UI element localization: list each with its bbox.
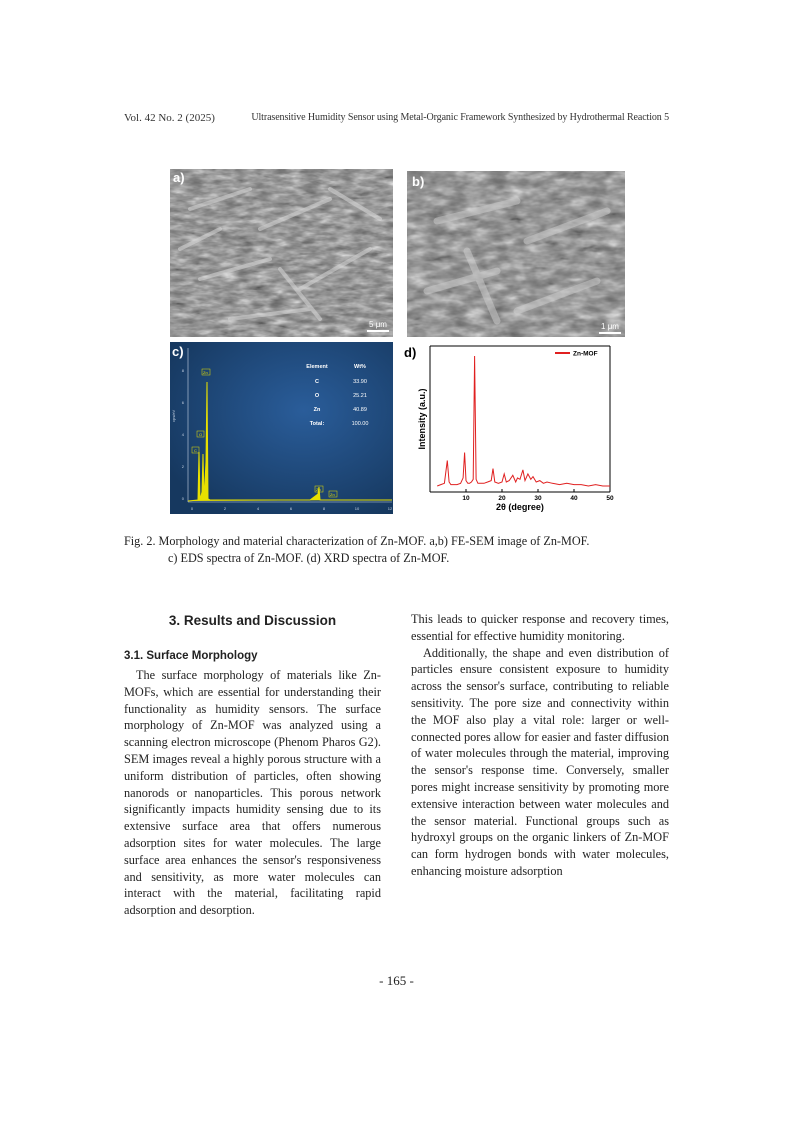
eds-peak-label-zn-3: Zn — [330, 492, 335, 497]
scale-bar-label-b: 1 μm — [601, 322, 619, 331]
sem-image-a — [170, 169, 393, 337]
xrd-x-tick-label: 20 — [498, 495, 506, 502]
panel-label-a: a) — [173, 170, 185, 185]
xrd-chart-panel — [398, 342, 630, 514]
eds-spectrum-svg — [170, 342, 393, 514]
right-column — [411, 611, 669, 880]
xrd-legend-label: Zn-MOF — [573, 350, 598, 358]
eds-table-element: Total: — [309, 421, 325, 427]
xrd-x-tick-label: 10 — [462, 495, 470, 502]
running-header-title: Ultrasensitive Humidity Sensor using Metal-Organic Framework Synthesized by Hydrothermal Reaction 5 — [251, 112, 669, 123]
xrd-x-tick-label: 30 — [534, 495, 542, 502]
panel-label-d: d) — [404, 345, 417, 360]
panel-label-b: b) — [412, 174, 425, 189]
eds-table-wt: 100.00 — [351, 421, 369, 427]
eds-table-header-element: Element — [306, 364, 328, 370]
eds-y-tick-label: 6 — [181, 400, 184, 405]
paragraph-additionally: Additionally, the shape and even distribution of particles ensure consistent exposure to humidity across the sensor's surface, contributing to reliable sensitivity. The pore size and connectivity within the MOF also play a vital role: larger or well-connected pores allow for easier and faster diffusion of water molecules through the material, improving the sensor's response time. Conversely, smaller pores might increase sensitivity by promoting more extensive interaction between water molecules and the sensor material. Functional groups such as hydroxyl groups on the organic linkers of Zn-MOF can form hydrogen bonds with water molecules, enhancing moisture adsorption — [411, 645, 669, 878]
scale-bar-label-a: 5 μm — [369, 320, 387, 329]
scale-bar-a — [367, 320, 389, 332]
xrd-x-tick-label: 40 — [570, 495, 578, 502]
eds-x-tick-label: 6 — [289, 506, 293, 511]
eds-table-header-wt: Wt% — [354, 364, 366, 370]
xrd-x-axis-label: 2θ (degree) — [496, 502, 544, 512]
eds-table-element: Zn — [313, 407, 321, 413]
eds-spectrum-panel — [170, 342, 393, 514]
sem-texture-b — [407, 171, 625, 337]
eds-table-element: O — [314, 393, 320, 399]
eds-x-tick-label: 4 — [256, 506, 260, 511]
eds-table-wt: 40.89 — [353, 407, 367, 413]
panel-label-c: c) — [172, 344, 184, 359]
xrd-y-axis-label: Intensity (a.u.) — [417, 388, 427, 450]
sem-image-b — [407, 171, 625, 337]
eds-x-tick-label: 10 — [354, 506, 360, 511]
scale-bar-b — [599, 322, 621, 334]
eds-peak-label-zn-2: Zn — [316, 487, 321, 492]
eds-table-wt: 33.90 — [353, 379, 367, 385]
paragraph-continued: This leads to quicker response and recovery times, essential for effective humidity monitoring. — [411, 612, 669, 643]
paragraph-surface-morphology: The surface morphology of materials like Zn-MOFs, which are essential for understanding their functionality as humidity sensors. The surface morphology of Zn-MOF was analyzed using a scanning electron microscope (Phenom Pharos G2). SEM images reveal a highly porous structure with a uniform distribution of particles, often showing nanorods or nanoparticles. This porous network significantly impacts humidity sensing due to its extensive surface area that offers numerous adsorption sites for water molecules. The large surface area enhances the sensor's responsiveness and sensitivity, as more water molecules can interact with the material, facilitating rapid adsorption and desorption. — [124, 668, 381, 918]
figure-caption-line-1: Fig. 2. Morphology and material characterization of Zn-MOF. a,b) FE-SEM image of Zn-MOF. — [124, 534, 590, 548]
eds-peak-label-o: O — [199, 432, 203, 437]
section-heading: 3. Results and Discussion — [168, 613, 337, 628]
xrd-series-line — [437, 356, 610, 486]
eds-y-tick-label: 0 — [181, 496, 184, 501]
left-column — [124, 667, 381, 919]
subsection-heading: 3.1. Surface Morphology — [124, 650, 258, 662]
figure-caption-line-2: c) EDS spectra of Zn-MOF. (d) XRD spectra of Zn-MOF. — [168, 551, 450, 565]
eds-x-tick-label: 2 — [223, 506, 227, 511]
eds-table-element: C — [315, 379, 319, 385]
eds-peak-label-zn: Zn — [203, 370, 208, 375]
eds-x-tick-label: 8 — [322, 506, 326, 511]
eds-peak-label-c: C — [194, 448, 197, 453]
eds-y-tick-label: 8 — [181, 368, 184, 373]
xrd-chart-svg — [398, 342, 630, 514]
eds-y-axis-label: cps/eV — [171, 409, 176, 422]
xrd-x-tick-label: 50 — [606, 495, 614, 502]
eds-y-tick-label: 2 — [181, 464, 184, 469]
eds-y-tick-label: 4 — [181, 432, 184, 437]
eds-table-wt: 25.21 — [353, 393, 367, 399]
running-header-volume: Vol. 42 No. 2 (2025) — [124, 112, 215, 124]
eds-x-tick-label: 12 — [387, 506, 393, 511]
sem-texture-a — [170, 169, 393, 337]
page-number: - 165 - — [379, 973, 414, 988]
figure-caption — [124, 533, 669, 567]
eds-x-tick-label: 0 — [190, 506, 194, 511]
